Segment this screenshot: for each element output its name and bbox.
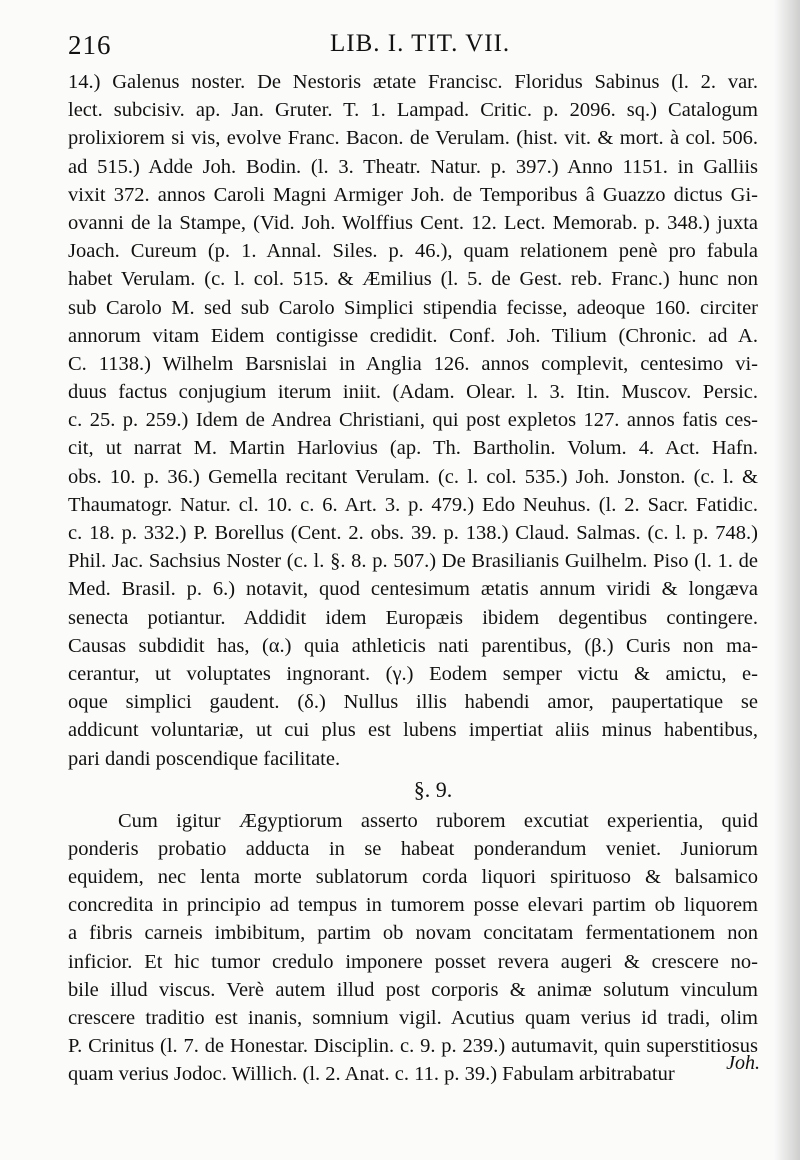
text-line: C. 1138.) Wilhelm Barsnislai in Anglia 126. annos complevit, centesimo vi- <box>68 352 758 375</box>
text-line: P. Crinitus (l. 7. de Honestar. Disciplin. c. 9. p. 239.) autumavit, quin superstitiosus <box>68 1035 758 1058</box>
text-line: concredita in principio ad tempus in tumorem posse elevari partim ob liquorem <box>68 894 758 917</box>
text-line: annorum vitam Eidem contigisse credidit. Conf. Joh. Tilium (Chronic. ad A. <box>68 324 758 347</box>
body-text <box>68 68 758 1089</box>
text-line: habet Verulam. (c. l. col. 515. & Æmilius (l. 5. de Gest. reb. Franc.) hunc non <box>68 268 758 291</box>
text-line: addicunt voluntariæ, ut cui plus est lubens impertiat aliis minus habentibus, <box>68 719 758 742</box>
text-line: c. 25. p. 259.) Idem de Andrea Christiani, qui post expletos 127. annos fatis ces- <box>68 409 758 432</box>
text-line: Med. Brasil. p. 6.) notavit, quod centesimum ætatis annum viridi & longæva <box>68 578 758 601</box>
text-line: lect. subcisiv. ap. Jan. Gruter. T. 1. Lampad. Critic. p. 2096. sq.) Catalogum <box>68 99 758 122</box>
text-line: ovanni de la Stampe, (Vid. Joh. Wolffius Cent. 12. Lect. Memorab. p. 348.) juxta <box>68 211 758 234</box>
text-line: Phil. Jac. Sachsius Noster (c. l. §. 8. p. 507.) De Brasilianis Guilhelm. Piso (l. 1. de <box>68 550 758 573</box>
text-line: Causas subdidit has, (α.) quia athleticis nati parentibus, (β.) Curis non ma- <box>68 634 758 657</box>
text-line: vixit 372. annos Caroli Magni Armiger Joh. de Temporibus â Guazzo dictus Gi- <box>68 183 758 206</box>
section-number: §. 9. <box>413 776 453 802</box>
text-line: a fibris carneis imbibitum, partim ob novam concitatam fermentationem non <box>68 922 758 945</box>
text-line: c. 18. p. 332.) P. Borellus (Cent. 2. obs. 39. p. 138.) Claud. Salmas. (c. l. p. 748.) <box>68 522 758 544</box>
page-edge-shadow <box>774 0 800 1160</box>
text-line: prolixiorem si vis, evolve Franc. Bacon. de Verulam. (hist. vit. & mort. à col. 506. <box>68 127 758 150</box>
text-line: cerantur, ut voluptates ingnorant. (γ.) Eodem semper victu & amictu, e- <box>68 662 758 685</box>
text-line: ad 515.) Adde Joh. Bodin. (l. 3. Theatr. Natur. p. 397.) Anno 1151. in Galliis <box>68 155 758 178</box>
text-line: quam verius Jodoc. Willich. (l. 2. Anat. c. 11. p. 39.) Fabulam arbitrabatur <box>68 1063 675 1086</box>
paragraph-notes <box>68 68 758 773</box>
text-line: pari dandi poscendique facilitate. <box>68 747 341 770</box>
text-line: duus factus conjugium iterum iniit. (Adam. Olear. l. 3. Itin. Muscov. Persic. <box>68 381 758 404</box>
text-line: ponderis probatio adducta in se habeat ponderandum veniet. Juniorum <box>68 837 758 860</box>
text-line: senecta potiantur. Addidit idem Europæis ibidem degentibus contingere. <box>68 606 758 629</box>
text-line: Joach. Cureum (p. 1. Annal. Siles. p. 46.), quam relationem penè pro fabula <box>68 240 758 263</box>
text-line: sub Carolo M. sed sub Carolo Simplici stipendia fecisse, adeoque 160. circiter <box>68 296 758 319</box>
text-line: cit, ut narrat M. Martin Harlovius (ap. Th. Bartholin. Volum. 4. Act. Hafn. <box>68 437 758 460</box>
text-line: Thaumatogr. Natur. cl. 10. c. 6. Art. 3. p. 479.) Edo Neuhus. (l. 2. Sacr. Fatidic. <box>68 493 758 516</box>
text-line: inficior. Et hic tumor credulo imponere posset revera augeri & crescere no- <box>68 950 758 973</box>
text-line: equidem, nec lenta morte sublatorum corda liquori spirituoso & balsamico <box>68 866 758 889</box>
catchword: Joh. <box>726 1052 760 1074</box>
page-header <box>68 26 758 66</box>
text-line: oque simplici gaudent. (δ.) Nullus illis habendi amor, paupertatique se <box>68 691 758 714</box>
running-head: LIB. I. TIT. VII. <box>330 30 511 57</box>
text-line: 14.) Galenus noster. De Nestoris ætate Francisc. Floridus Sabinus (l. 2. var. <box>68 71 758 93</box>
page-number: 216 <box>68 30 112 60</box>
text-line: bile illud viscus. Verè autem illud post corporis & animæ solutum vinculum <box>68 978 758 1001</box>
paragraph-section-9 <box>68 807 758 1089</box>
text-line: Cum igitur Ægyptiorum asserto ruborem excutiat experientia, quid <box>118 809 758 832</box>
text-line: obs. 10. p. 36.) Gemella recitant Verulam. (c. l. col. 535.) Joh. Jonston. (c. l. & <box>68 465 758 488</box>
text-line: crescere traditio est inanis, somnium vigil. Acutius quam verius id tradi, olim <box>68 1007 758 1029</box>
